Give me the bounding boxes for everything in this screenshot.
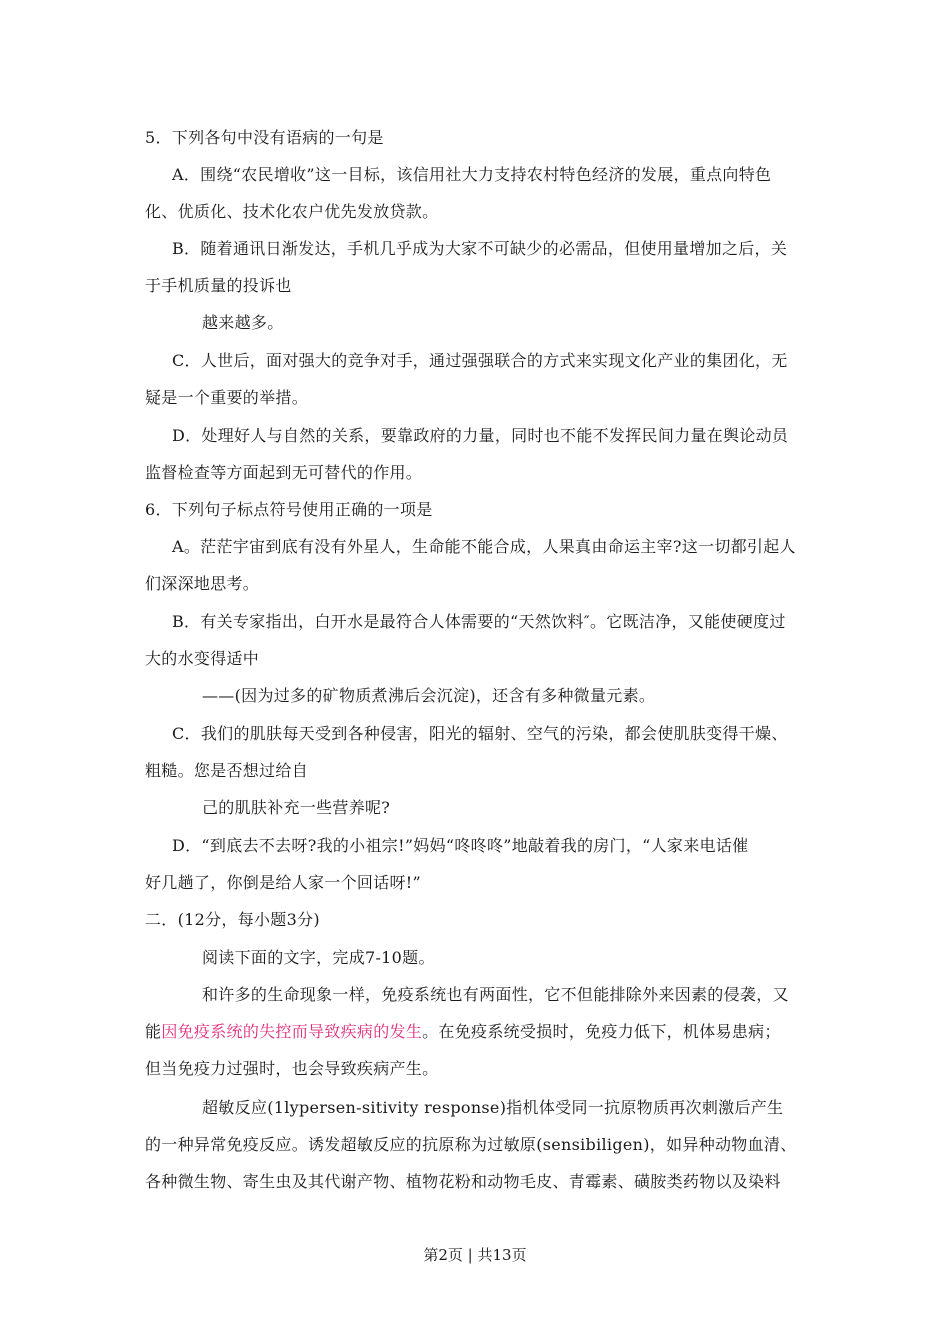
q5-option-a-cont: 化、优质化、技术化农户优先发放贷款。 xyxy=(145,202,439,221)
passage-p1-line2 xyxy=(145,1022,781,1042)
page-footer: 第2页 | 共13页 xyxy=(423,1246,527,1264)
highlighted-phrase: 因免疫系统的失控而导致疾病的发生 xyxy=(161,1022,423,1041)
q6-option-a-cont: 们深深地思考。 xyxy=(145,574,260,593)
q6-option-d: D．“到底去不去呀?我的小祖宗!”妈妈“咚咚咚”地敲着我的房门，“人家来电话催 xyxy=(172,836,749,855)
q6-option-b-cont: 大的水变得适中 xyxy=(145,649,260,668)
q5-option-b: B．随着通讯日渐发达，手机几乎成为大家不可缺少的必需品，但使用量增加之后，关 xyxy=(172,239,788,258)
q6-option-d-cont: 好几趟了，你倒是给人家一个回话呀!” xyxy=(145,873,422,892)
question-5-stem: 5．下列各句中没有语病的一句是 xyxy=(145,128,384,147)
q5-option-d-cont: 监督检查等方面起到无可替代的作用。 xyxy=(145,463,423,482)
q5-option-b-cont: 于手机质量的投诉也 xyxy=(145,276,292,295)
q5-option-c: C．人世后，面对强大的竞争对手，通过强强联合的方式来实现文化产业的集团化，无 xyxy=(172,351,788,370)
q5-option-b-cont2: 越来越多。 xyxy=(202,313,284,332)
q6-option-c: C．我们的肌肤每天受到各种侵害，阳光的辐射、空气的污染，都会使肌肤变得干燥、 xyxy=(172,724,788,743)
q6-option-b: B．有关专家指出，白开水是最符合人体需要的“天然饮料″。它既洁净，又能使硬度过 xyxy=(172,612,786,631)
question-6-stem: 6．下列句子标点符号使用正确的一项是 xyxy=(145,500,433,519)
passage-p2-line3: 各种微生物、寄生虫及其代谢产物、植物花粉和动物毛皮、青霉素、磺胺类药物以及染料 xyxy=(145,1172,781,1191)
passage-p2-line2: 的一种异常免疫反应。诱发超敏反应的抗原称为过敏原(sensibiligen)，如异种动物血清、 xyxy=(145,1135,797,1154)
q6-option-b-cont2: ——(因为过多的矿物质煮沸后会沉淀)，还含有多种微量元素。 xyxy=(202,686,656,705)
section-2-heading: 二．(12分，每小题3分) xyxy=(145,910,320,929)
q5-option-a: A．围绕“农民增收”这一目标，该信用社大力支持农村特色经济的发展，重点向特色 xyxy=(172,165,772,184)
q5-option-d: D．处理好人与自然的关系，要靠政府的力量，同时也不能不发挥民间力量在舆论动员 xyxy=(172,426,789,445)
passage-p1-line3: 但当免疫力过强时，也会导致疾病产生。 xyxy=(145,1059,439,1078)
q5-option-c-cont: 疑是一个重要的举措。 xyxy=(145,388,309,407)
reading-instruction: 阅读下面的文字，完成7-10题。 xyxy=(202,948,435,967)
passage-p2-line1: 超敏反应(1lypersen-sitivity response)指机体受同一抗原物质再次刺激后产生 xyxy=(202,1098,784,1117)
q6-option-c-cont: 粗糙。您是否想过给自 xyxy=(145,761,309,780)
passage-text: 能 xyxy=(145,1022,162,1041)
passage-p1-line1: 和许多的生命现象一样，免疫系统也有两面性，它不但能排除外来因素的侵袭，又 xyxy=(202,985,789,1004)
q6-option-c-cont2: 己的肌肤补充一些营养呢? xyxy=(202,798,391,817)
q6-option-a: A。茫茫宇宙到底有没有外星人，生命能不能合成，人果真由命运主宰?这一切都引起人 xyxy=(172,537,796,556)
passage-text: 。在免疫系统受损时，免疫力低下，机体易患病； xyxy=(422,1022,781,1041)
